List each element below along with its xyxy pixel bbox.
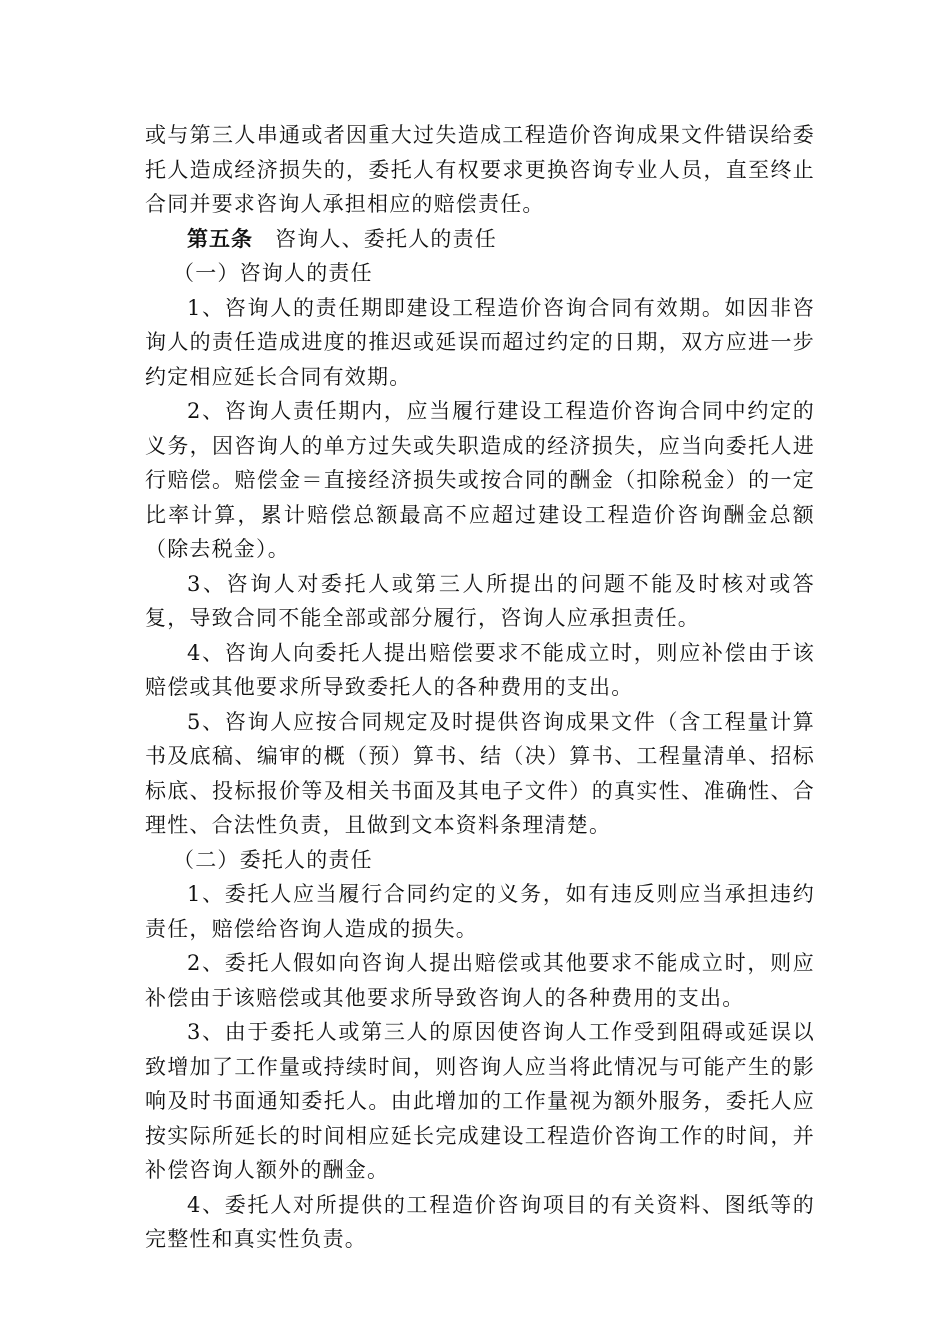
section-heading-client: （二）委托人的责任 <box>173 847 373 872</box>
consultant-item-5: 5、咨询人应按合同规定及时提供咨询成果文件（含工程量计算书及底稿、编审的概（预）算书、结（决）算书、工程量清单、招标标底、投标报价等及相关书面及其电子文件）的真实性、准确性、合理性、合法性负责，且做到文本资料条理清楚。 <box>145 709 815 837</box>
client-item-1: 1、委托人应当履行合同约定的义务，如有违反则应当承担违约责任，赔偿给咨询人造成的损失。 <box>145 882 815 941</box>
continuation-paragraph: 或与第三人串通或者因重大过失造成工程造价咨询成果文件错误给委托人造成经济损失的，委托人有权要求更换咨询专业人员，直至终止合同并要求咨询人承担相应的赔偿责任。 <box>145 123 815 216</box>
article-title: 咨询人、委托人的责任 <box>275 226 497 251</box>
article-heading <box>145 222 815 257</box>
client-item-4: 4、委托人对所提供的工程造价咨询项目的有关资料、图纸等的完整性和真实性负责。 <box>145 1192 815 1251</box>
document-body <box>145 118 815 1257</box>
client-item-3: 3、由于委托人或第三人的原因使咨询人工作受到阻碍或延误以致增加了工作量或持续时间，则咨询人应当将此情况与可能产生的影响及时书面通知委托人。由此增加的工作量视为额外服务，委托人应按实际所延长的时间相应延长完成建设工程造价咨询工作的时间，并补偿咨询人额外的酬金。 <box>145 1020 815 1182</box>
section-heading-consultant: （一）咨询人的责任 <box>173 261 373 285</box>
consultant-item-1: 1、咨询人的责任期即建设工程造价咨询合同有效期。如因非咨询人的责任造成进度的推迟或延误而超过约定的日期，双方应进一步约定相应延长合同有效期。 <box>145 295 815 389</box>
consultant-item-4: 4、咨询人向委托人提出赔偿要求不能成立时，则应补偿由于该赔偿或其他要求所导致委托人的各种费用的支出。 <box>145 640 815 699</box>
consultant-item-2: 2、咨询人责任期内，应当履行建设工程造价咨询合同中约定的义务，因咨询人的单方过失或失职造成的经济损失，应当向委托人进行赔偿。赔偿金＝直接经济损失或按合同的酬金（扣除税金）的一定比率计算，累计赔偿总额最高不应超过建设工程造价咨询酬金总额（除去税金）。 <box>145 399 815 561</box>
consultant-item-3: 3、咨询人对委托人或第三人所提出的问题不能及时核对或答复，导致合同不能全部或部分履行，咨询人应承担责任。 <box>145 571 815 630</box>
client-item-2: 2、委托人假如向咨询人提出赔偿或其他要求不能成立时，则应补偿由于该赔偿或其他要求所导致咨询人的各种费用的支出。 <box>145 951 815 1010</box>
article-number: 第五条 <box>187 226 253 251</box>
